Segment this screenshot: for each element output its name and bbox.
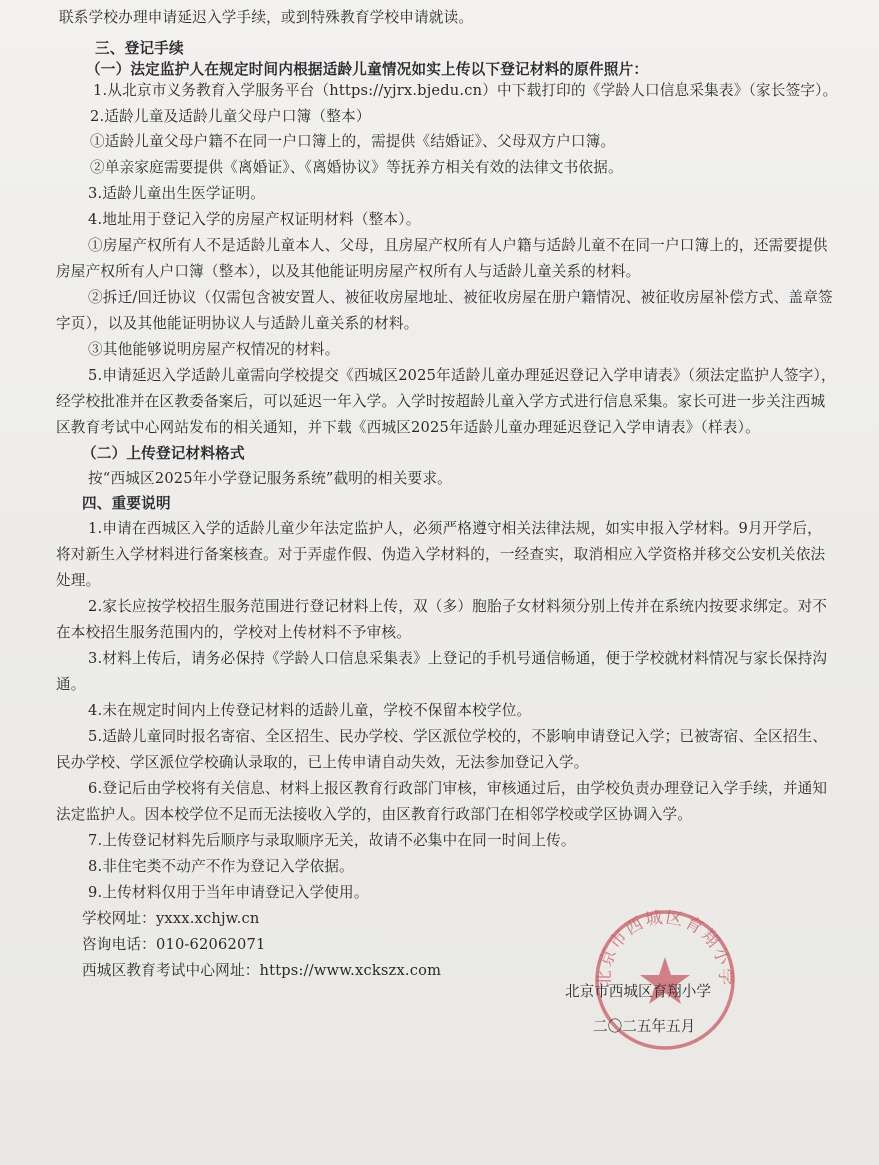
text-line: 联系学校办理申请延迟入学手续，或到特殊教育学校申请就读。 <box>59 9 474 26</box>
text-line: 2.适龄儿童及适龄儿童父母户口簿（整本） <box>90 108 371 125</box>
text-line: 3.适龄儿童出生医学证明。 <box>88 185 266 202</box>
text-line: 咨询电话：010-62062071 <box>82 936 266 953</box>
text-line: 学校网址：yxxx.xchjw.cn <box>82 910 260 927</box>
text-line: 4.未在规定时间内上传登记材料的适龄儿童，学校不保留本校学位。 <box>88 702 532 719</box>
text-line: 在本校招生服务范围内的，学校对上传材料不予审核。 <box>56 624 412 641</box>
text-line: 9.上传材料仅用于当年申请登记入学使用。 <box>88 884 369 901</box>
text-line: 8.非住宅类不动产不作为登记入学依据。 <box>88 858 354 875</box>
text-line: 将对新生入学材料进行备案核查。对于弄虚作假、伪造入学材料的，一经查实，取消相应入学资格并移交公安机关依法 <box>56 546 826 563</box>
text-line: ①适龄儿童父母户籍不在同一户口簿上的，需提供《结婚证》、父母双方户口簿。 <box>90 133 616 150</box>
text-line: 通。 <box>56 676 86 693</box>
text-line: 西城区教育考试中心网址：https://www.xckszx.com <box>82 962 442 979</box>
text-line: 5.申请延迟入学适龄儿童需向学校提交《西城区2025年适龄儿童办理延迟登记入学申请表》（须法定监护人签字）， <box>88 367 836 384</box>
text-line: 7.上传登记材料先后顺序与录取顺序无关，故请不必集中在同一时间上传。 <box>88 832 576 849</box>
text-line: 处理。 <box>56 572 101 589</box>
signature-date: 二〇二五年五月 <box>593 1018 696 1035</box>
text-line: 1.从北京市义务教育入学服务平台（https://yjrx.bjedu.cn）中下载打印的《学龄人口信息采集表》（家长签字）。 <box>93 82 838 99</box>
text-line: 区教育考试中心网站发布的相关通知，并下载《西城区2025年适龄儿童办理延迟登记入学申请表》（样表）。 <box>56 419 760 436</box>
text-line: ③其他能够说明房屋产权情况的材料。 <box>88 341 340 358</box>
svg-text:北京市西城区育翔小学: 北京市西城区育翔小学 <box>594 907 736 988</box>
text-line: 5.适龄儿童同时报名寄宿、全区招生、民办学校、学区派位学校的，不影响申请登记入学；已被寄宿、全区招生、 <box>88 728 828 745</box>
text-line: 房屋产权所有人户口簿（整本），以及其他能证明房屋产权所有人与适龄儿童关系的材料。 <box>56 263 641 280</box>
text-line: ①房屋产权所有人不是适龄儿童本人、父母，且房屋产权所有人户籍与适龄儿童不在同一户口簿上的，还需要提供 <box>88 237 828 254</box>
text-line: 民办学校、学区派位学校确认录取的，已上传申请自动失效，无法参加登记入学。 <box>56 754 589 771</box>
text-line: 法定监护人。因本校学位不足而无法接收入学的，由区教育行政部门在相邻学校或学区协调入学。 <box>56 806 693 823</box>
text-line: 6.登记后由学校将有关信息、材料上报区教育行政部门审核，审核通过后，由学校负责办理登记入学手续，并通知 <box>88 780 828 797</box>
text-line: 1.申请在西城区入学的适龄儿童少年法定监护人，必须严格遵守相关法律法规，如实申报入学材料。9月开学后， <box>88 520 822 537</box>
section-heading: （一）法定监护人在规定时间内根据适龄儿童情况如实上传以下登记材料的原件照片： <box>86 61 649 78</box>
signature-org: 北京市西城区育翔小学 <box>565 983 711 1000</box>
text-line: 按“西城区2025年小学登记服务系统”截明的相关要求。 <box>88 470 452 487</box>
section-heading: 三、登记手续 <box>95 40 184 57</box>
text-line: 3.材料上传后，请务必保持《学龄人口信息采集表》上登记的手机号通信畅通，便于学校就材料情况与家长保持沟 <box>88 650 828 667</box>
text-line: ②拆迁/回迁协议（仅需包含被安置人、被征收房屋地址、被征收房屋在册户籍情况、被征收房屋补偿方式、盖章签 <box>88 289 833 306</box>
text-line: 2.家长应按学校招生服务范围进行登记材料上传，双（多）胞胎子女材料须分别上传并在系统内按要求绑定。对不 <box>88 598 828 615</box>
text-line: 字页），以及其他能证明协议人与适龄儿童关系的材料。 <box>56 315 419 332</box>
text-line: ②单亲家庭需要提供《离婚证》、《离婚协议》等抚养方相关有效的法律文书依据。 <box>90 159 623 176</box>
text-line: 经学校批准并在区教委备案后，可以延迟一年入学。入学时按超龄儿童入学方式进行信息采集。家长可进一步关注西城 <box>56 393 826 410</box>
text-line: 4.地址用于登记入学的房屋产权证明材料（整本）。 <box>88 211 421 228</box>
section-heading: 四、重要说明 <box>82 495 171 512</box>
section-heading: （二）上传登记材料格式 <box>82 445 245 462</box>
